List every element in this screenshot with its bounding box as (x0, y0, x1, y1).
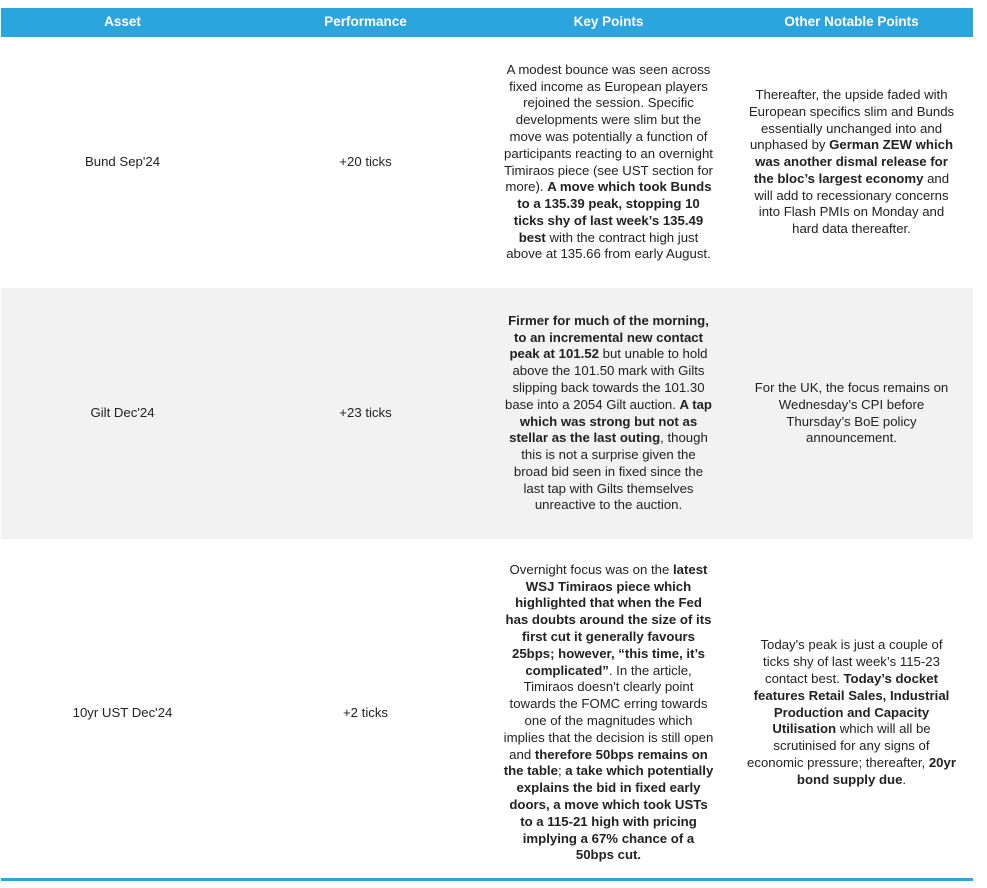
key-points-text (504, 313, 714, 515)
bold-text-segment: latest WSJ Timiraos piece which highlighted that when the Fed has doubts around the size of its first cut it generally favours 25bps; however, “this time, it’s complicated” (505, 561, 712, 678)
text-segment: , though this is not a surprise given the broad bid seen in fixed since the last tap with Gilts themselves unreactive to the auction. (513, 430, 708, 513)
header-other-points: Other Notable Points (730, 8, 973, 37)
text-segment: . (902, 771, 907, 787)
performance-cell: +20 ticks (339, 154, 392, 170)
header-key-points: Key Points (487, 8, 730, 37)
key-points-text (504, 62, 714, 264)
text-segment: ; (557, 763, 566, 779)
header-performance: Performance (244, 8, 487, 37)
asset-cell: Gilt Dec'24 (1, 288, 244, 539)
text-segment: Today's peak is just a couple of ticks shy of last week’s 115-23 contact best. (760, 637, 943, 686)
other-points-cell (730, 37, 973, 288)
text-segment: Thereafter, the upside faded with European specifics slim and Bunds essentially unchanged into and unphased by (748, 86, 955, 153)
performance-cell: +2 ticks (342, 704, 389, 720)
other-points-cell (730, 539, 973, 887)
asset-cell: 10yr UST Dec'24 (72, 704, 173, 720)
table-row-ust (1, 539, 973, 887)
header-row (1, 8, 973, 37)
header-asset: Asset (1, 8, 244, 37)
bold-text-segment: A tap which was strong but not as stellar as the last outing (509, 396, 712, 446)
text-segment: but unable to hold above the 101.50 mark with Gilts slipping back towards the 101.30 base into a 2054 Gilt auction. (505, 346, 708, 412)
bold-text-segment: 20yr bond supply due (796, 754, 956, 787)
text-segment: Overnight focus was on the (509, 561, 673, 577)
table-header (1, 8, 973, 37)
bold-text-segment: therefore 50bps remains on the table (503, 746, 708, 779)
table-row-gilt (1, 288, 973, 539)
bold-text-segment: German ZEW which was another dismal release for the bloc’s largest economy (753, 137, 954, 186)
asset-cell: Bund Sep'24 (84, 154, 161, 170)
key-points-text (504, 562, 714, 864)
key-points-cell (487, 37, 730, 288)
text-segment: which will all be scrutinised for any signs of economic pressure; thereafter, (747, 721, 931, 770)
table-bottom-rule (1, 878, 973, 881)
bold-text-segment: A move which took Bunds to a 135.39 peak, stopping 10 ticks shy of last week’s 135.49 best (513, 179, 712, 245)
text-segment: with the contract high just above at 135.66 from early August. (506, 229, 711, 262)
bold-text-segment: Firmer for much of the morning, to an incremental new contact peak at 101.52 (508, 312, 709, 362)
bold-text-segment: Today’s docket features Retail Sales, Industrial Production and Capacity Utilisation (753, 671, 950, 737)
market-summary-table (1, 8, 973, 887)
bold-text-segment: a take which potentially explains the bid in fixed early doors, a move which took USTs to a 115-21 high with pricing implying a 67% chance of a 50bps cut. (509, 763, 714, 863)
text-segment: A modest bounce was seen across fixed income as European players rejoined the session. Specific developments were slim but the move was potentially a function of participants reacting to an overnight Timiraos piece (see UST section for more). (504, 61, 713, 195)
key-points-cell (487, 539, 730, 887)
other-points-text (747, 87, 957, 238)
text-segment: and will add to recessionary concerns into Flash PMIs on Monday and hard data thereafter. (754, 170, 950, 237)
other-points-text (747, 380, 957, 447)
table-row-bund (1, 37, 973, 288)
other-points-text (747, 637, 957, 788)
text-segment: . In the article, Timiraos doesn't clearly point towards the FOMC erring towards one of the magnitudes which implies that the decision is still open and (503, 662, 714, 762)
text-segment: For the UK, the focus remains on Wednesday’s CPI before Thursday’s BoE policy announcement. (754, 379, 949, 446)
other-points-cell (730, 288, 973, 539)
key-points-cell (487, 288, 730, 539)
performance-cell: +23 ticks (244, 288, 487, 539)
